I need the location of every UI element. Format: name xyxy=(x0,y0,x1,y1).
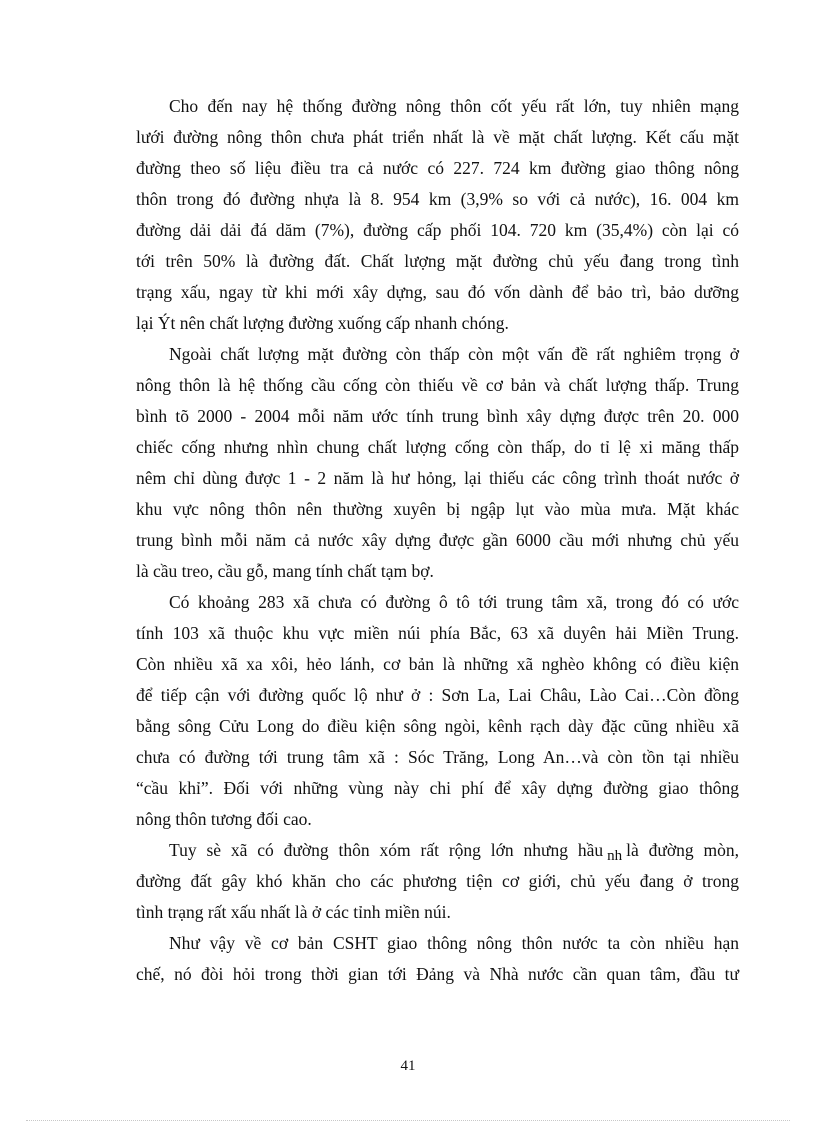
text-line: nêm chỉ dùng được 1 - 2 năm là hư hỏng, lại thiếu các công trình thoát nước ở xyxy=(136,468,739,488)
subscript-fragment: nh xyxy=(607,848,623,864)
paragraph-5 xyxy=(136,928,739,990)
text-line: tình trạng rất xấu nhất là ở các tỉnh miền núi. xyxy=(136,902,451,922)
text-line: Có khoảng 283 xã chưa có đường ô tô tới trung tâm xã, trong đó có ước xyxy=(169,592,739,612)
text-line: Còn nhiều xã xa xôi, hẻo lánh, cơ bản là những xã nghèo không có điều kiện xyxy=(136,654,739,674)
text-line: khu vực nông thôn nên thường xuyên bị ngập lụt vào mùa mưa. Mặt khác xyxy=(136,499,739,519)
text-line: lại Ýt nên chất lượng đường xuống cấp nhanh chóng. xyxy=(136,313,509,333)
text-line: tới trên 50% là đường đất. Chất lượng mặt đường chủ yếu đang trong tình xyxy=(136,251,739,271)
text-line: bình tõ 2000 - 2004 mỗi năm ước tính trung bình xây dựng được trên 20. 000 xyxy=(136,406,739,426)
paragraph-4 xyxy=(136,835,739,928)
text-line: chiếc cống nhưng nhìn chung chất lượng cống còn thấp, do tỉ lệ xi măng thấp xyxy=(136,437,739,457)
paragraph-1 xyxy=(136,91,739,339)
text-line: Cho đến nay hệ thống đường nông thôn cốt yếu rất lớn, tuy nhiên mạng xyxy=(169,96,739,116)
page-bottom-border xyxy=(26,1120,790,1121)
text-line: Ngoài chất lượng mặt đường còn thấp còn một vấn đề rất nghiêm trọng ở xyxy=(169,344,739,364)
text-line xyxy=(136,835,739,866)
paragraph-3 xyxy=(136,587,739,835)
document-body xyxy=(136,91,739,990)
text-line: bằng sông Cửu Long do điều kiện sông ngòi, kênh rạch dày đặc cũng nhiều xã xyxy=(136,716,739,736)
text-line: nông thôn là hệ thống cầu cống còn thiếu về cơ bản và chất lượng thấp. Trung xyxy=(136,375,739,395)
text-line: trạng xấu, ngay từ khi mới xây dựng, sau đó vốn dành để bảo trì, bảo dưỡng xyxy=(136,282,739,302)
text-line: thôn trong đó đường nhựa là 8. 954 km (3,9% so với cả nước), 16. 004 km xyxy=(136,189,739,209)
page-number: 41 xyxy=(400,1058,416,1074)
text-line: là cầu treo, cầu gỗ, mang tính chất tạm bợ. xyxy=(136,561,434,581)
text-line: đường đất gây khó khăn cho các phương tiện cơ giới, chủ yếu đang ở trong xyxy=(136,871,739,891)
text-line: đường theo số liệu điều tra cả nước có 227. 724 km đường giao thông nông xyxy=(136,158,739,178)
text-line: chế, nó đòi hỏi trong thời gian tới Đảng và Nhà nước cần quan tâm, đầu tư xyxy=(136,964,739,984)
text-line: lưới đường nông thôn chưa phát triển nhất là về mặt chất lượng. Kết cấu mặt xyxy=(136,127,739,147)
text-fragment: là đường mòn, xyxy=(626,840,739,860)
text-fragment: Tuy sè xã có đường thôn xóm rất rộng lớn nhưng hầu xyxy=(169,840,604,860)
paragraph-2 xyxy=(136,339,739,587)
text-line: trung bình mỗi năm cả nước xây dựng được gần 6000 cầu mới nhưng chủ yếu xyxy=(136,530,739,550)
text-line: Như vậy về cơ bản CSHT giao thông nông thôn nước ta còn nhiều hạn xyxy=(169,933,739,953)
text-line: tính 103 xã thuộc khu vực miền núi phía Bắc, 63 xã duyên hải Miền Trung. xyxy=(136,623,739,643)
text-line: chưa có đường tới trung tâm xã : Sóc Trăng, Long An…và còn tồn tại nhiều xyxy=(136,747,739,767)
text-line: nông thôn tương đối cao. xyxy=(136,809,312,829)
text-line: đường dải dải đá dăm (7%), đường cấp phối 104. 720 km (35,4%) còn lại có xyxy=(136,220,739,240)
text-line: để tiếp cận với đường quốc lộ như ở : Sơn La, Lai Châu, Lào Cai…Còn đồng xyxy=(136,685,739,705)
text-line: “cầu khỉ”. Đối với những vùng này chi phí để xây dựng đường giao thông xyxy=(136,778,739,798)
